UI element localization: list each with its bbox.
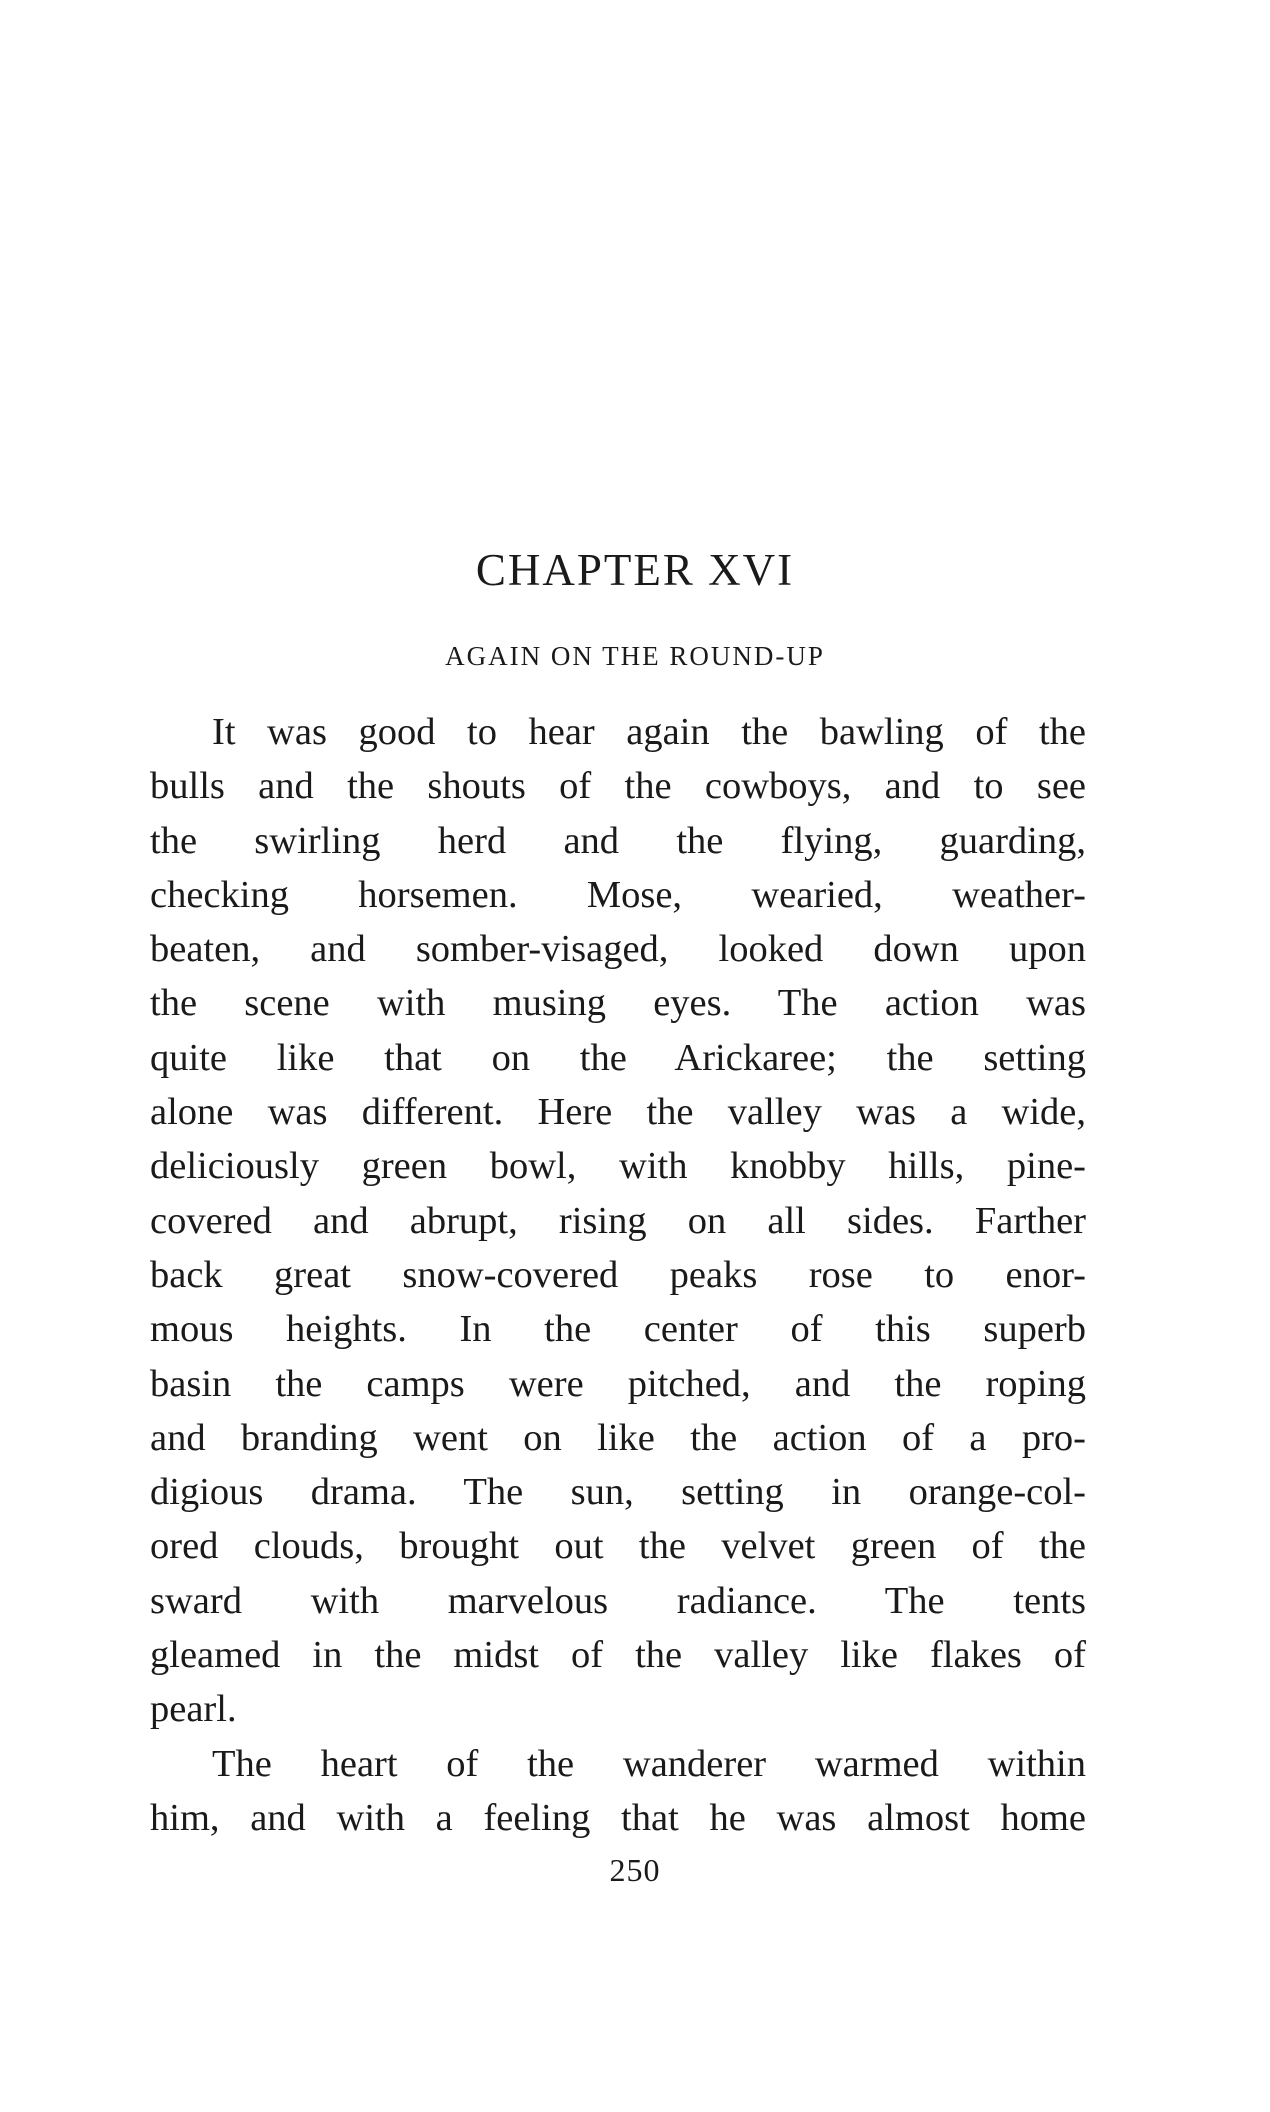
text-line: back great snow-covered peaks rose to enor- bbox=[150, 1253, 1086, 1296]
text-line: him, and with a feeling that he was almost home bbox=[150, 1796, 1086, 1839]
text-line: deliciously green bowl, with knobby hills, pine- bbox=[150, 1145, 1086, 1188]
chapter-subtitle: AGAIN ON THE ROUND-UP bbox=[445, 641, 825, 671]
text-line: alone was different. Here the valley was a wide, bbox=[150, 1091, 1086, 1134]
text-line: pearl. bbox=[150, 1688, 237, 1731]
text-line: sward with marvelous radiance. The tents bbox=[150, 1579, 1086, 1622]
text-line: the swirling herd and the flying, guarding, bbox=[150, 819, 1086, 862]
text-line: mous heights. In the center of this superb bbox=[150, 1308, 1086, 1351]
text-line: and branding went on like the action of a pro- bbox=[150, 1416, 1086, 1459]
text-line: It was good to hear again the bawling of the bbox=[212, 711, 1086, 753]
text-line: checking horsemen. Mose, wearied, weather- bbox=[150, 873, 1086, 916]
text-line: quite like that on the Arickaree; the setting bbox=[150, 1036, 1086, 1079]
text-line: basin the camps were pitched, and the roping bbox=[150, 1362, 1086, 1405]
text-line: digious drama. The sun, setting in orange-col- bbox=[150, 1471, 1086, 1514]
text-line: gleamed in the midst of the valley like flakes of bbox=[150, 1634, 1086, 1677]
text-line: beaten, and somber-visaged, looked down upon bbox=[150, 928, 1086, 971]
body-text bbox=[150, 705, 1086, 1845]
text-line: bulls and the shouts of the cowboys, and to see bbox=[150, 765, 1086, 808]
text-line: covered and abrupt, rising on all sides. Farther bbox=[150, 1199, 1086, 1242]
page-number: 250 bbox=[609, 1852, 661, 1888]
chapter-title: CHAPTER XVI bbox=[475, 545, 795, 595]
text-line: the scene with musing eyes. The action was bbox=[150, 982, 1086, 1025]
text-line: The heart of the wanderer warmed within bbox=[212, 1742, 1086, 1785]
text-line: ored clouds, brought out the velvet green of the bbox=[150, 1525, 1086, 1568]
